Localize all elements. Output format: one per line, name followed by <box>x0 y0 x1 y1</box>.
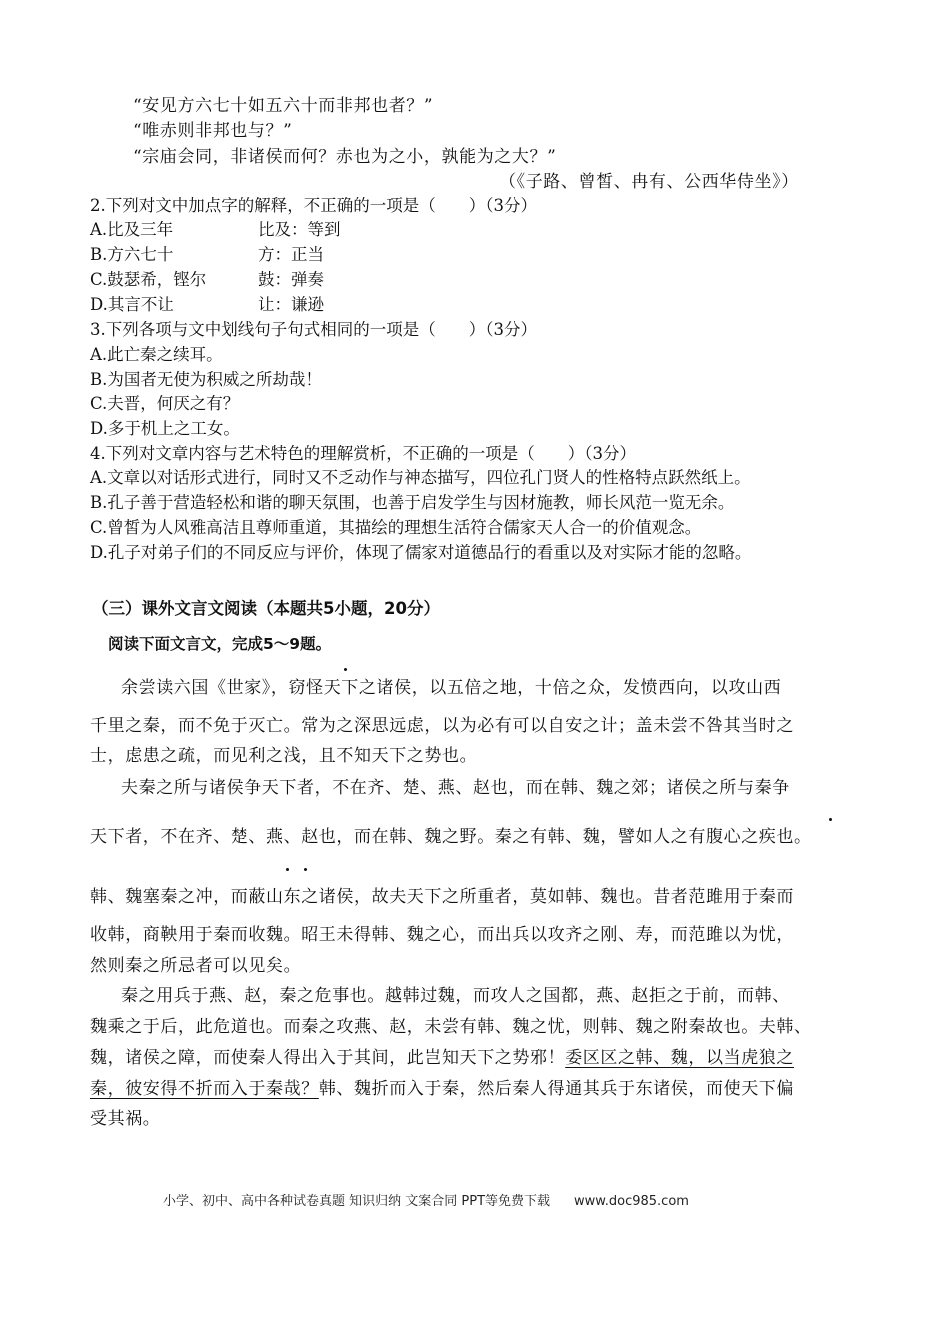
emphasis-dot <box>286 868 289 871</box>
q2-option-a-label: A.比及三年 <box>90 220 174 239</box>
passage-p2-line-3: 韩、魏塞秦之冲，而蔽山东之诸侯，故夫天下之所重者，莫如韩、魏也。昔者范雎用于秦而 <box>90 887 794 907</box>
dialogue-line-3: “宗庙会同，非诸侯而何？赤也为之小，孰能为之大？” <box>133 147 557 167</box>
passage-p1-line-3: 士，虑患之疏，而见利之浅，且不知天下之势也。 <box>90 746 478 766</box>
passage-p1-line-1: 余尝读六国《世家》，窃怪天下之诸侯，以五倍之地，十倍之众，发愤西向，以攻山西 <box>121 678 782 698</box>
q3-option-a: A.此亡秦之续耳。 <box>90 345 223 364</box>
q2-option-b <box>90 243 324 267</box>
passage-p3-line-3 <box>90 1046 794 1070</box>
passage-p1-line-2: 千里之秦，而不免于灭亡。常为之深思远虑，以为必有可以自安之计；盖未尝不咎其当时之 <box>90 716 794 736</box>
passage-p3-line-4-plain: 韩、魏折而入于秦，然后秦人得通其兵于东诸侯，而使天下偏 <box>318 1079 795 1099</box>
dialogue-line-1: “安见方六七十如五六十而非邦也者？” <box>133 96 434 116</box>
emphasis-dot <box>304 868 307 871</box>
passage-p2-line-2: 天下者，不在齐、楚、燕、赵也，而在韩、魏之野。秦之有韩、魏，譬如人之有腹心之疾也。 <box>90 827 812 847</box>
section-heading: （三）课外文言文阅读（本题共5小题，20分） <box>92 599 440 618</box>
q2-option-a-gloss: 比及：等到 <box>258 220 341 239</box>
passage-p3-line-2: 魏乘之于后，此危道也。而秦之攻燕、赵，未尝有韩、魏之忧，则韩、魏之附秦故也。夫韩、 <box>90 1017 812 1037</box>
passage-p2-line-5: 然则秦之所忌者可以见矣。 <box>90 956 302 976</box>
q3-stem: 3.下列各项与文中划线句子句式相同的一项是（ ）（3分） <box>90 320 537 339</box>
passage-p2-line-1: 夫秦之所与诸侯争天下者，不在齐、楚、燕、赵也，而在韩、魏之郊；诸侯之所与秦争 <box>121 778 790 798</box>
q2-stem: 2.下列对文中加点字的解释，不正确的一项是（ ）（3分） <box>90 196 537 215</box>
source-citation: （《子路、曾皙、冉有、公西华侍坐》） <box>499 172 799 192</box>
footer-text: 小学、初中、高中各种试卷真题 知识归纳 文案合同 PPT等免费下载 <box>163 1194 551 1209</box>
passage-p3-line-1: 秦之用兵于燕、赵，秦之危事也。越韩过魏，而攻人之国都，燕、赵拒之于前，而韩、 <box>121 986 790 1006</box>
q2-option-a <box>90 218 341 242</box>
q2-option-d <box>90 293 324 317</box>
q2-option-b-gloss: 方：正当 <box>258 245 324 264</box>
page-footer <box>163 1190 689 1209</box>
q2-option-d-gloss: 让：谦逊 <box>258 295 324 314</box>
passage-p3-line-3-plain: 魏，诸侯之障，而使秦人得出入于其间，此岂知天下之势邪！ <box>90 1048 566 1068</box>
q4-stem: 4.下列对文章内容与艺术特色的理解赏析，不正确的一项是（ ）（3分） <box>90 444 636 463</box>
passage-p2-line-4: 收韩，商鞅用于秦而收魏。昭王未得韩、魏之心，而出兵以攻齐之刚、寿，而范雎以为忧， <box>90 925 794 945</box>
footer-url[interactable]: www.doc985.com <box>574 1194 689 1209</box>
q4-option-c: C.曾皙为人风雅高洁且尊师重道，其描绘的理想生活符合儒家天人合一的价值观念。 <box>90 518 702 537</box>
q4-option-a: A.文章以对话形式进行，同时又不乏动作与神态描写，四位孔门贤人的性格特点跃然纸上。 <box>90 468 751 487</box>
underlined-sentence-part-2: 秦，彼安得不折而入于秦哉？ <box>90 1079 319 1099</box>
q4-option-d: D.孔子对弟子们的不同反应与评价，体现了儒家对道德品行的看重以及对实际才能的忽略。 <box>90 543 752 562</box>
section-instruction: 阅读下面文言文，完成5～9题。 <box>108 635 332 653</box>
q2-option-c-gloss: 鼓：弹奏 <box>258 270 324 289</box>
q3-option-d: D.多于机上之工女。 <box>90 419 240 438</box>
q3-option-c: C.夫晋，何厌之有？ <box>90 394 240 413</box>
passage-p3-line-4 <box>90 1077 794 1101</box>
passage-p3-line-5: 受其祸。 <box>90 1109 161 1129</box>
q2-option-d-label: D.其言不让 <box>90 295 174 314</box>
underlined-sentence-part-1: 委区区之韩、魏，以当虎狼之 <box>565 1048 795 1068</box>
q2-option-b-label: B.方六七十 <box>90 245 174 264</box>
emphasis-dot <box>344 668 347 671</box>
emphasis-dot <box>829 818 832 821</box>
dialogue-line-2: “唯赤则非邦也与？” <box>133 121 293 141</box>
q2-option-c-label: C.鼓瑟希，铿尔 <box>90 270 207 289</box>
q4-option-b: B.孔子善于营造轻松和谐的聊天氛围，也善于启发学生与因材施教，师长风范一览无余。 <box>90 493 735 512</box>
q2-option-c <box>90 268 324 292</box>
q3-option-b: B.为国者无使为积威之所劫哉！ <box>90 370 322 389</box>
